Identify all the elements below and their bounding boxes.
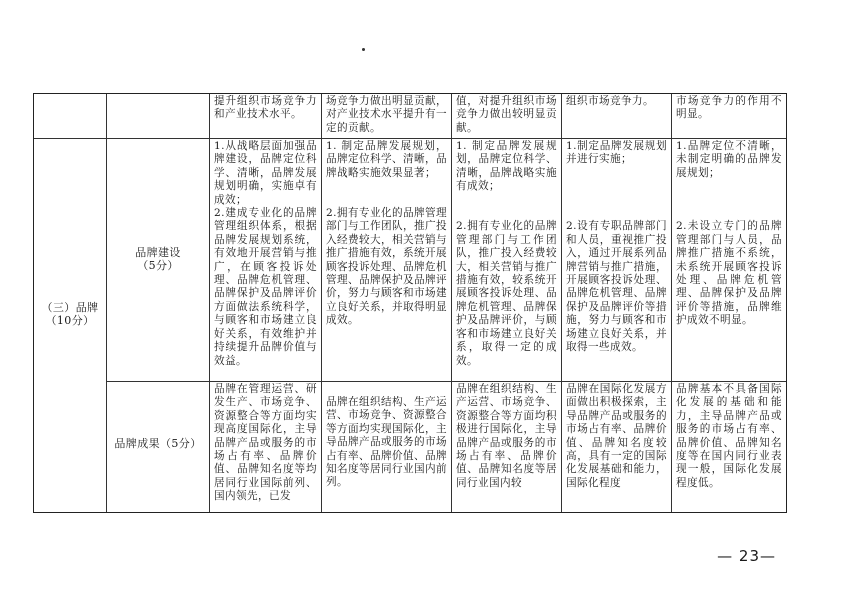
brand-results-cell-5: 品牌在组织结构、生产运营、市场竞争、资源整合等方面均积极进行国际化，主导品牌产品或服务的市场占有率、品牌价值、品牌知名度等居同行业国内较: [456, 383, 557, 489]
top-row-cell-3: 提升组织市场竞争力和产业技术水平。: [214, 95, 317, 121]
brand-building-cell-3: 1.从战略层面加强品牌建设，品牌定位科学、清晰，品牌发展规划明确，实施卓有成效； 2.建成专业化的品牌管理组织体系，根据品牌发展规划系统，有效地开展营销与推广，在顾客投诉处理、品牌危机管理、品牌保护及品牌评价方面做法系统科学，与顾客和市场建立良好关系，有效维护并持续提升品牌价值与效益。: [214, 140, 317, 367]
col-divider-5: [561, 94, 562, 512]
col-divider-4: [451, 94, 452, 512]
brand-building-cell-4: 1. 制定品牌发展规划，品牌定位科学、清晰，品牌战略实施效果显著； 2.拥有专业化的品牌管理部门与工作团队，推广投入经费较大，相关营销与推广措施有效，系统开展顾客投诉处理、品牌危机管理、品牌保护及品牌评价，努力与顾客和市场建立良好关系，并取得明显成效。: [326, 140, 447, 327]
col-divider-6: [671, 94, 672, 512]
row-divider-top: [34, 138, 786, 139]
brand-results-cell-3: 品牌在管理运营、研发生产、市场竞争、资源整合等方面均实现高度国际化，主导品牌产品或服务的市场占有率、品牌价值、品牌知名度等均居同行业国际前列、国内领先，已发: [214, 383, 317, 503]
page-number: — 23—: [717, 547, 776, 565]
col-divider-2: [209, 94, 210, 512]
scan-dot-mark: [362, 48, 365, 51]
brand-building-cell-6: 1.制定品牌发展规划并进行实施； 2.设有专职品牌部门和人员，重视推广投入，通过开展系列品牌营销与推广措施，开展顾客投诉处理、品牌危机管理、品牌保护及品牌评价等措施，努力与顾客和市场建立良好关系，并取得一些成效。: [566, 140, 667, 354]
top-row-cell-4: 场竞争力做出明显贡献，对产业技术水平提升有一定的贡献。: [326, 95, 447, 134]
col-divider-3: [321, 94, 322, 512]
row-divider-brand: [106, 381, 786, 382]
brand-results-cell-4: 品牌在组织结构、生产运营、市场竞争、资源整合等方面均实现国际化，主导品牌产品或服务的市场占有率、品牌价值、品牌知名度等居同行业国内前列。: [326, 396, 447, 489]
category-label: （三）品牌（10分）: [41, 300, 99, 327]
evaluation-table: [33, 93, 787, 513]
col-divider-1: [106, 94, 107, 512]
top-row-cell-5: 值，对提升组织市场竞争力做出较明显贡献。: [456, 95, 557, 134]
brand-results-cell-7: 品牌基本不具备国际化发展的基础和能力，主导品牌产品或服务的市场占有率、品牌价值、品牌知名度等在国内同行业表现一般，国际化发展程度低。: [676, 383, 782, 489]
brand-building-cell-7: 1.品牌定位不清晰，未制定明确的品牌发展规划； 2.未设立专门的品牌管理部门与人员，品牌推广措施不系统，未系统开展顾客投诉处理、品牌危机管理、品牌保护及品牌评价等措施，品牌维护成效不明显。: [676, 140, 782, 327]
brand-building-label: 品牌建设 （5分）: [135, 245, 181, 272]
top-row-cell-7: 市场竞争力的作用不明显。: [676, 95, 782, 121]
brand-results-label: 品牌成果（5分）: [114, 437, 202, 451]
brand-results-cell-6: 品牌在国际化发展方面做出积极探索，主导品牌产品或服务的市场占有率、品牌价值、品牌知名度较高，具有一定的国际化发展基础和能力，国际化程度: [566, 383, 667, 489]
top-row-cell-6: 组织市场竞争力。: [566, 95, 654, 107]
brand-building-cell-5: 1. 制定品牌发展规划，品牌定位科学、清晰，品牌战略实施有成效； 2.拥有专业化的品牌管理部门与工作团队，推广投入经费较大，相关营销与推广措施有效，较系统开展顾客投诉处理、品牌危机管理、品牌保护及品牌评价，与顾客和市场建立良好关系，取得一定的成效。: [456, 140, 557, 367]
